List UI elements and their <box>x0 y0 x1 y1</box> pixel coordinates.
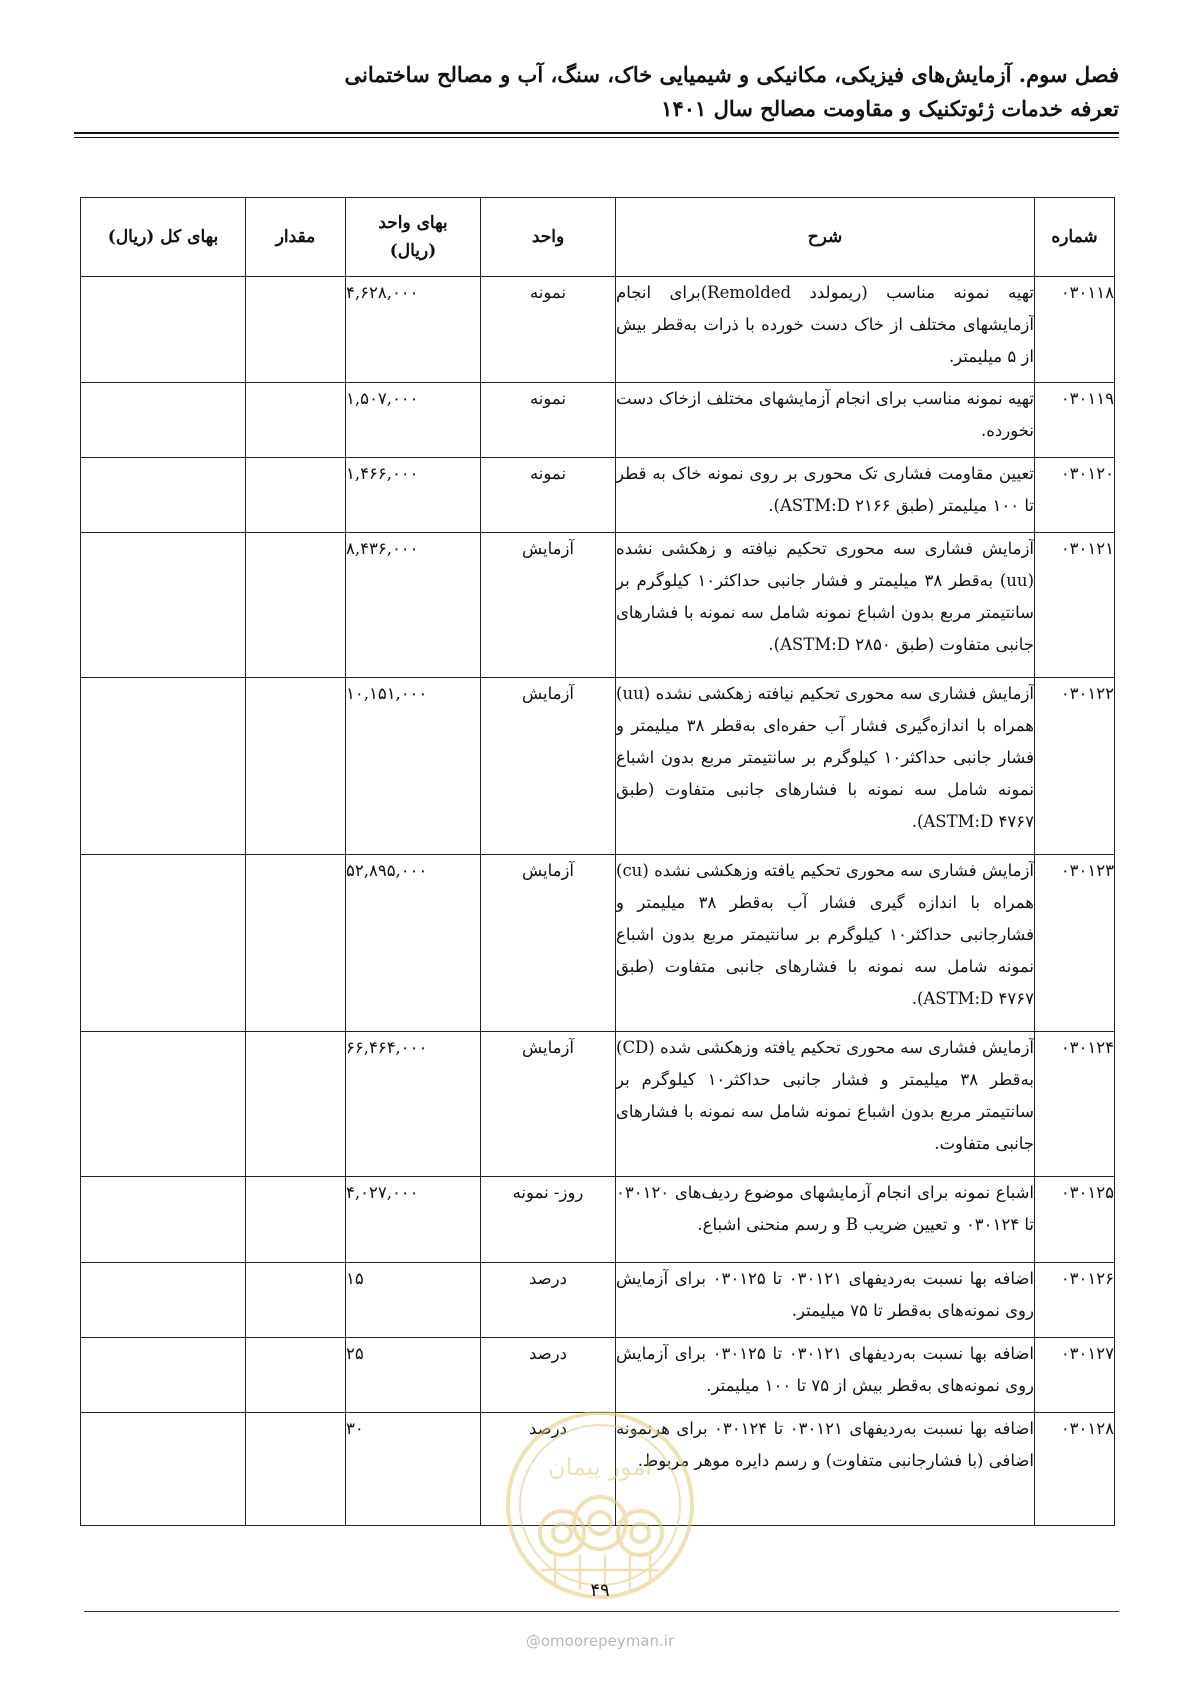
row-unit-price: ۲۵ <box>346 1338 481 1413</box>
row-unit: آزمایش <box>481 678 616 855</box>
table-row <box>81 1338 1115 1413</box>
row-number: ۰۳۰۱۲۳ <box>1035 855 1115 1032</box>
row-total <box>81 855 246 1032</box>
page-header <box>74 58 1119 126</box>
row-description: آزمایش فشاری سه محوری تحکیم نیافته و زهکشی نشده (uu) به‌قطر ۳۸ میلیمتر و فشار جانبی حداکثر۱۰ کیلوگرم بر سانتیمتر مربع بدون اشباع نمونه شامل سه نمونه با فشارهای جانبی متفاوت (طبق ASTM:D ۲۸۵۰). <box>616 533 1035 678</box>
row-number: ۰۳۰۱۲۷ <box>1035 1338 1115 1413</box>
row-unit: روز- نمونه <box>481 1177 616 1263</box>
row-total <box>81 1177 246 1263</box>
row-unit-price: ۱,۴۶۶,۰۰۰ <box>346 458 481 533</box>
row-total <box>81 1263 246 1338</box>
row-number: ۰۳۰۱۱۹ <box>1035 383 1115 458</box>
watermark-text: امور پیمان <box>548 1453 652 1481</box>
row-quantity <box>246 855 346 1032</box>
row-description: اضافه بها نسبت به‌ردیفهای ۰۳۰۱۲۱ تا ۰۳۰۱۲۵ برای آزمایش روی نمونه‌های به‌قطر بیش از ۷۵ تا ۱۰۰ میلیمتر. <box>616 1338 1035 1413</box>
row-quantity <box>246 533 346 678</box>
row-total <box>81 533 246 678</box>
row-unit: درصد <box>481 1263 616 1338</box>
table-row <box>81 678 1115 855</box>
row-number: ۰۳۰۱۲۲ <box>1035 678 1115 855</box>
row-quantity <box>246 383 346 458</box>
row-total <box>81 1032 246 1177</box>
chapter-title: فصل سوم. آزمایش‌های فیزیکی، مکانیکی و شیمیایی خاک، سنگ، آب و مصالح ساختمانی <box>344 62 1119 87</box>
header-total: بهای کل (ریال) <box>81 198 246 277</box>
header-number: شماره <box>1035 198 1115 277</box>
table-row <box>81 277 1115 383</box>
row-unit-price: ۱۰,۱۵۱,۰۰۰ <box>346 678 481 855</box>
row-unit-price: ۸,۴۳۶,۰۰۰ <box>346 533 481 678</box>
row-quantity <box>246 678 346 855</box>
row-total <box>81 1413 246 1526</box>
table-header-row <box>81 198 1115 277</box>
row-total <box>81 678 246 855</box>
row-quantity <box>246 1032 346 1177</box>
row-unit: درصد <box>481 1338 616 1413</box>
website-watermark: @omoorepeyman.ir <box>525 1632 675 1650</box>
row-unit-price: ۴,۶۲۸,۰۰۰ <box>346 277 481 383</box>
header-rule-thick <box>74 132 1119 134</box>
row-number: ۰۳۰۱۲۴ <box>1035 1032 1115 1177</box>
footer-rule <box>84 1611 1119 1612</box>
row-total <box>81 458 246 533</box>
row-unit-price: ۱۵ <box>346 1263 481 1338</box>
row-quantity <box>246 458 346 533</box>
row-total <box>81 383 246 458</box>
header-description: شرح <box>616 198 1035 277</box>
row-unit-price: ۴,۰۲۷,۰۰۰ <box>346 1177 481 1263</box>
header-unit-price-label: بهای واحد <box>378 213 448 233</box>
row-unit-price: ۳۰ <box>346 1413 481 1526</box>
table-row <box>81 458 1115 533</box>
row-unit: آزمایش <box>481 533 616 678</box>
row-description: آزمایش فشاری سه محوری تحکیم نیافته زهکشی نشده (uu) همراه با اندازه‌گیری فشار آب حفره‌ای به‌قطر ۳۸ میلیمتر و فشار جانبی حداکثر۱۰ کیلوگرم بر سانتیمتر مربع بدون اشباع نمونه شامل سه نمونه با فشارهای جانبی متفاوت (طبق ASTM:D ۴۷۶۷). <box>616 678 1035 855</box>
row-number: ۰۳۰۱۲۱ <box>1035 533 1115 678</box>
row-number: ۰۳۰۱۲۵ <box>1035 1177 1115 1263</box>
row-number: ۰۳۰۱۱۸ <box>1035 277 1115 383</box>
row-description: تهیه نمونه مناسب برای انجام آزمایشهای مختلف ازخاک دست نخورده. <box>616 383 1035 458</box>
row-quantity <box>246 1413 346 1526</box>
row-description: آزمایش فشاری سه محوری تحکیم یافته وزهکشی نشده (cu) همراه با اندازه گیری فشار آب به‌قطر ۳۸ میلیمتر و فشارجانبی حداکثر۱۰ کیلوگرم بر سانتیمتر مربع بدون اشباع نمونه شامل سه نمونه با فشارهای جانبی متفاوت (طبق ASTM:D ۴۷۶۷). <box>616 855 1035 1032</box>
row-quantity <box>246 1177 346 1263</box>
row-number: ۰۳۰۱۲۶ <box>1035 1263 1115 1338</box>
row-description: آزمایش فشاری سه محوری تحکیم یافته وزهکشی شده (CD) به‌قطر ۳۸ میلیمتر و فشار جانبی حداکثر۱۰ کیلوگرم بر سانتیمتر مربع بدون اشباع نمونه شامل سه نمونه با فشارهای جانبی متفاوت. <box>616 1032 1035 1177</box>
header-rule-thin <box>74 137 1119 138</box>
row-unit: نمونه <box>481 277 616 383</box>
page-number: ۴۹ <box>590 1580 610 1601</box>
header-quantity: مقدار <box>246 198 346 277</box>
row-unit: نمونه <box>481 458 616 533</box>
header-unit-price-currency: (ریال) <box>389 241 437 261</box>
row-description: تهیه نمونه مناسب (ریمولدد Remolded)برای انجام آزمایشهای مختلف از خاک دست خورده با ذرات به‌قطر بیش از ۵ میلیمتر. <box>616 277 1035 383</box>
document-title: تعرفه خدمات ژئوتکنیک و مقاومت مصالح سال ۱۴۰۱ <box>661 96 1119 121</box>
row-quantity <box>246 1338 346 1413</box>
row-description: اشباع نمونه برای انجام آزمایشهای موضوع ردیف‌های ۰۳۰۱۲۰ تا ۰۳۰۱۲۴ و تعیین ضریب B و رسم منحنی اشباع. <box>616 1177 1035 1263</box>
row-unit: درصد <box>481 1413 616 1526</box>
row-unit: نمونه <box>481 383 616 458</box>
row-unit-price: ۶۶,۴۶۴,۰۰۰ <box>346 1032 481 1177</box>
row-unit: آزمایش <box>481 855 616 1032</box>
tariff-table <box>80 197 1115 1526</box>
header-unit: واحد <box>481 198 616 277</box>
row-total <box>81 1338 246 1413</box>
row-quantity <box>246 277 346 383</box>
table-row <box>81 383 1115 458</box>
row-number: ۰۳۰۱۲۰ <box>1035 458 1115 533</box>
row-unit: آزمایش <box>481 1032 616 1177</box>
row-unit-price: ۵۲,۸۹۵,۰۰۰ <box>346 855 481 1032</box>
row-description: اضافه بها نسبت به‌ردیفهای ۰۳۰۱۲۱ تا ۰۳۰۱۲۵ برای آزمایش روی نمونه‌های به‌قطر تا ۷۵ میلیمتر. <box>616 1263 1035 1338</box>
table-row <box>81 1263 1115 1338</box>
row-unit-price: ۱,۵۰۷,۰۰۰ <box>346 383 481 458</box>
row-quantity <box>246 1263 346 1338</box>
table-row <box>81 1177 1115 1263</box>
row-description: اضافه بها نسبت به‌ردیفهای ۰۳۰۱۲۱ تا ۰۳۰۱۲۴ برای هرنمونه اضافی (با فشارجانبی متفاوت) و رسم دایره موهر مربوط. <box>616 1413 1035 1526</box>
row-total <box>81 277 246 383</box>
table-row <box>81 533 1115 678</box>
header-unit-price <box>346 198 481 277</box>
table-row <box>81 1032 1115 1177</box>
table-row <box>81 1413 1115 1526</box>
table-row <box>81 855 1115 1032</box>
row-number: ۰۳۰۱۲۸ <box>1035 1413 1115 1526</box>
row-description: تعیین مقاومت فشاری تک محوری بر روی نمونه خاک به قطر تا ۱۰۰ میلیمتر (طبق ASTM:D ۲۱۶۶). <box>616 458 1035 533</box>
